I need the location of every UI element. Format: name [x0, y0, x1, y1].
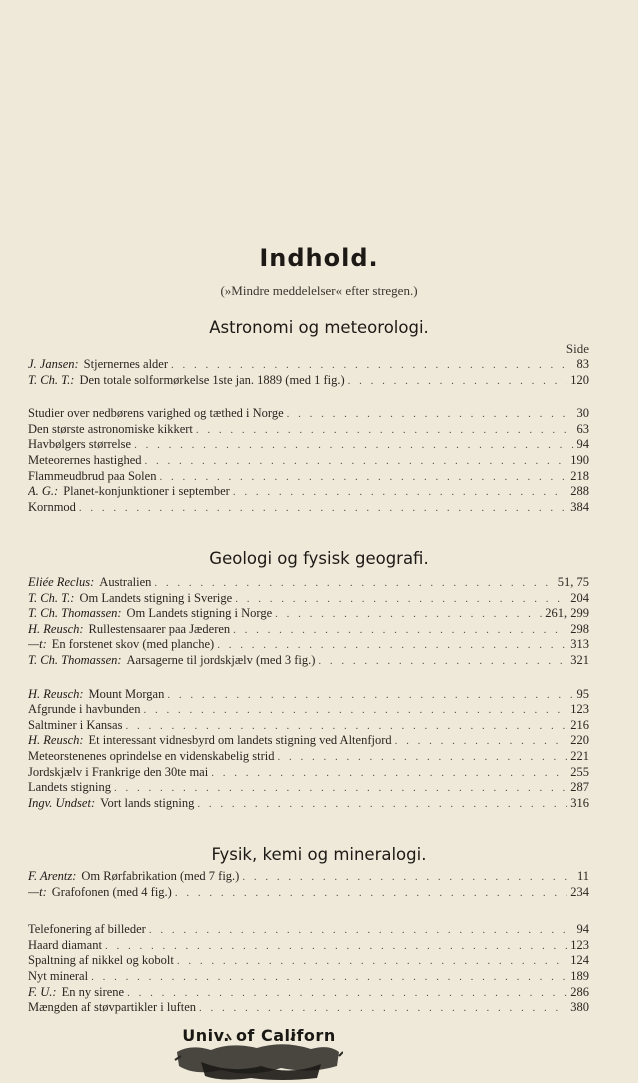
section-heading-physics: Fysik, kemi og mineralogi. [211, 845, 427, 864]
entry-title: Om Rørfabrikation (med 7 fig.) [81, 869, 240, 883]
toc-entry [28, 969, 589, 985]
toc-entry [28, 606, 589, 622]
toc-entry [28, 953, 589, 969]
toc-entry [28, 357, 589, 373]
entry-author: —t: [28, 637, 47, 652]
entry-page-number: 313 [570, 637, 589, 652]
entry-title: Jordskjælv i Frankrige den 30te mai [28, 764, 209, 779]
entry-title: Havbølgers størrelse [28, 437, 132, 452]
dot-leader [134, 438, 573, 453]
entry-author: F. Arentz: [28, 869, 77, 883]
dot-leader [199, 1001, 567, 1016]
entry-title: Australien [99, 575, 152, 589]
entry-author: Eliée Reclus: [28, 575, 95, 589]
entry-title: Haard diamant [28, 937, 102, 952]
entry-title: Kornmod [28, 499, 76, 514]
entry-title: Meteorernes hastighed [28, 452, 142, 467]
entry-title: Saltminer i Kansas [28, 717, 123, 732]
dot-leader [79, 501, 567, 516]
entry-title: Stjernernes alder [83, 357, 169, 371]
toc-entry [28, 702, 589, 718]
toc-entry [28, 796, 589, 812]
entry-page-number: 287 [570, 780, 589, 795]
entry-page-number: 124 [570, 953, 589, 968]
entry-page-number: 220 [570, 733, 589, 748]
toc-entry [28, 765, 589, 781]
entry-page-number: 261, 299 [545, 606, 589, 621]
group-separator [28, 900, 589, 922]
page-subtitle: (»Mindre meddelelser« efter stregen.) [220, 283, 418, 298]
section-heading-geology: Geologi og fysisk geografi. [209, 549, 429, 568]
dot-leader [171, 358, 573, 373]
entry-page-number: 189 [570, 968, 589, 983]
toc-entry [28, 780, 589, 796]
entry-author: F. U.: [28, 984, 57, 999]
entry-author: J. Jansen: [28, 357, 79, 371]
entry-title: Meteorstenenes oprindelse en videnskabelig strid [28, 748, 275, 763]
toc-entry [28, 885, 589, 901]
dot-leader [145, 454, 568, 469]
section-physics-entries [28, 869, 589, 1016]
entry-page-number: 51, 75 [557, 575, 589, 589]
toc-entry [28, 637, 589, 653]
entry-page-number: 30 [576, 406, 589, 421]
dot-leader [143, 703, 567, 718]
entry-page-number: 255 [570, 764, 589, 779]
group-separator [28, 388, 589, 406]
dot-leader [125, 719, 567, 734]
dot-leader [233, 485, 567, 500]
toc-entry [28, 718, 589, 734]
entry-title: Landets stigning [28, 780, 111, 795]
toc-entry [28, 437, 589, 453]
toc-entry [28, 869, 589, 885]
section-astronomy-entries [28, 357, 589, 515]
toc-entry [28, 406, 589, 422]
entry-page-number: 298 [570, 621, 589, 636]
dot-leader [105, 939, 567, 954]
toc-entry [28, 938, 589, 954]
dot-leader [242, 870, 574, 885]
dot-leader [395, 734, 568, 749]
dot-leader [318, 654, 567, 669]
dot-leader [275, 607, 542, 622]
toc-entry [28, 985, 589, 1001]
entry-author: A. G.: [28, 484, 59, 499]
toc-entry [28, 733, 589, 749]
entry-title: Om Landets stigning i Sverige [79, 590, 233, 605]
entry-author: —t: [28, 884, 47, 899]
dot-leader [235, 592, 567, 607]
dot-leader [277, 750, 567, 765]
entry-author: H. Reusch: [28, 686, 84, 701]
entry-title: Grafofonen (med 4 fig.) [51, 884, 172, 899]
page-title: Indhold. [259, 244, 379, 272]
entry-page-number: 94 [576, 437, 589, 452]
toc-entry [28, 500, 589, 516]
entry-page-number: 286 [570, 984, 589, 999]
section-geology-entries [28, 575, 589, 811]
entry-title: Studier over nedbørens varighed og tæthed i Norge [28, 406, 284, 421]
dot-leader [91, 970, 567, 985]
entry-author: T. Ch. Thomassen: [28, 652, 122, 667]
dot-leader [197, 797, 567, 812]
toc-entry [28, 1000, 589, 1016]
dot-leader [217, 638, 567, 653]
group-separator [28, 669, 589, 687]
dot-leader [175, 886, 567, 901]
entry-title: Spaltning af nikkel og kobolt [28, 953, 174, 968]
toc-entry [28, 922, 589, 938]
toc-entry [28, 453, 589, 469]
library-stamp-text: Univ. of Californ [182, 1026, 336, 1045]
entry-title: Aarsagerne til jordskjælv (med 3 fig.) [126, 652, 316, 667]
entry-page-number: 221 [570, 748, 589, 763]
entry-title: Nyt mineral [28, 968, 89, 983]
entry-title: Vort lands stigning [100, 795, 195, 810]
dot-leader [167, 688, 573, 703]
dot-leader [159, 470, 567, 485]
entry-title: Den største astronomiske kikkert [28, 421, 193, 436]
entry-title: Afgrunde i havbunden [28, 702, 141, 717]
entry-author: T. Ch. Thomassen: [28, 606, 122, 621]
entry-title: Telefonering af billeder [28, 922, 146, 937]
entry-page-number: 384 [570, 499, 589, 514]
entry-page-number: 204 [570, 590, 589, 605]
entry-page-number: 380 [570, 1000, 589, 1015]
toc-entry [28, 484, 589, 500]
entry-page-number: 190 [570, 452, 589, 467]
entry-title: Planet-konjunktioner i september [63, 484, 230, 499]
entry-page-number: 218 [570, 468, 589, 483]
entry-page-number: 123 [570, 937, 589, 952]
entry-page-number: 94 [576, 922, 589, 937]
entry-author: T. Ch. T.: [28, 590, 75, 605]
dot-leader [348, 374, 568, 389]
entry-author: H. Reusch: [28, 621, 84, 636]
entry-page-number: 321 [570, 652, 589, 667]
toc-entry [28, 422, 589, 438]
dot-leader [233, 623, 567, 638]
entry-title: En ny sirene [61, 984, 125, 999]
toc-entry [28, 653, 589, 669]
entry-title: Mængden af støvpartikler i luften [28, 1000, 197, 1015]
toc-entry [28, 687, 589, 703]
dot-leader [154, 576, 554, 591]
dot-leader [211, 766, 567, 781]
entry-page-number: 63 [576, 421, 589, 436]
entry-author: H. Reusch: [28, 733, 84, 748]
entry-page-number: 234 [570, 884, 589, 899]
entry-title: Den totale solformørkelse 1ste jan. 1889 (med 1 fig.) [79, 372, 345, 387]
entry-title: En forstenet skov (med planche) [51, 637, 215, 652]
dot-leader [196, 423, 574, 438]
dot-leader [114, 781, 567, 796]
entry-page-number: 123 [570, 702, 589, 717]
toc-entry [28, 469, 589, 485]
section-heading-astronomy: Astronomi og meteorologi. [209, 318, 429, 337]
entry-page-number: 216 [570, 717, 589, 732]
toc-entry [28, 749, 589, 765]
entry-page-number: 120 [570, 372, 589, 387]
dot-leader [127, 986, 567, 1001]
toc-entry [28, 575, 589, 591]
toc-entry [28, 622, 589, 638]
entry-title: Et interessant vidnesbyrd om landets stigning ved Altenfjord [88, 733, 392, 748]
toc-entry [28, 373, 589, 389]
dot-leader [287, 407, 574, 422]
entry-title: Mount Morgan [88, 686, 165, 701]
entry-title: Rullestensaarer paa Jæderen [88, 621, 231, 636]
entry-page-number: 95 [576, 686, 589, 701]
dot-leader [177, 954, 567, 969]
side-column-label: Side [565, 341, 589, 356]
entry-page-number: 288 [570, 484, 589, 499]
entry-title: Om Landets stigning i Norge [126, 606, 273, 621]
entry-title: Flammeudbrud paa Solen [28, 468, 157, 483]
entry-author: T. Ch. T.: [28, 372, 75, 387]
entry-page-number: 83 [576, 357, 589, 371]
entry-author: Ingv. Undset: [28, 795, 96, 810]
entry-page-number: 11 [576, 869, 589, 883]
toc-entry [28, 591, 589, 607]
entry-page-number: 316 [570, 795, 589, 810]
dot-leader [149, 923, 574, 938]
